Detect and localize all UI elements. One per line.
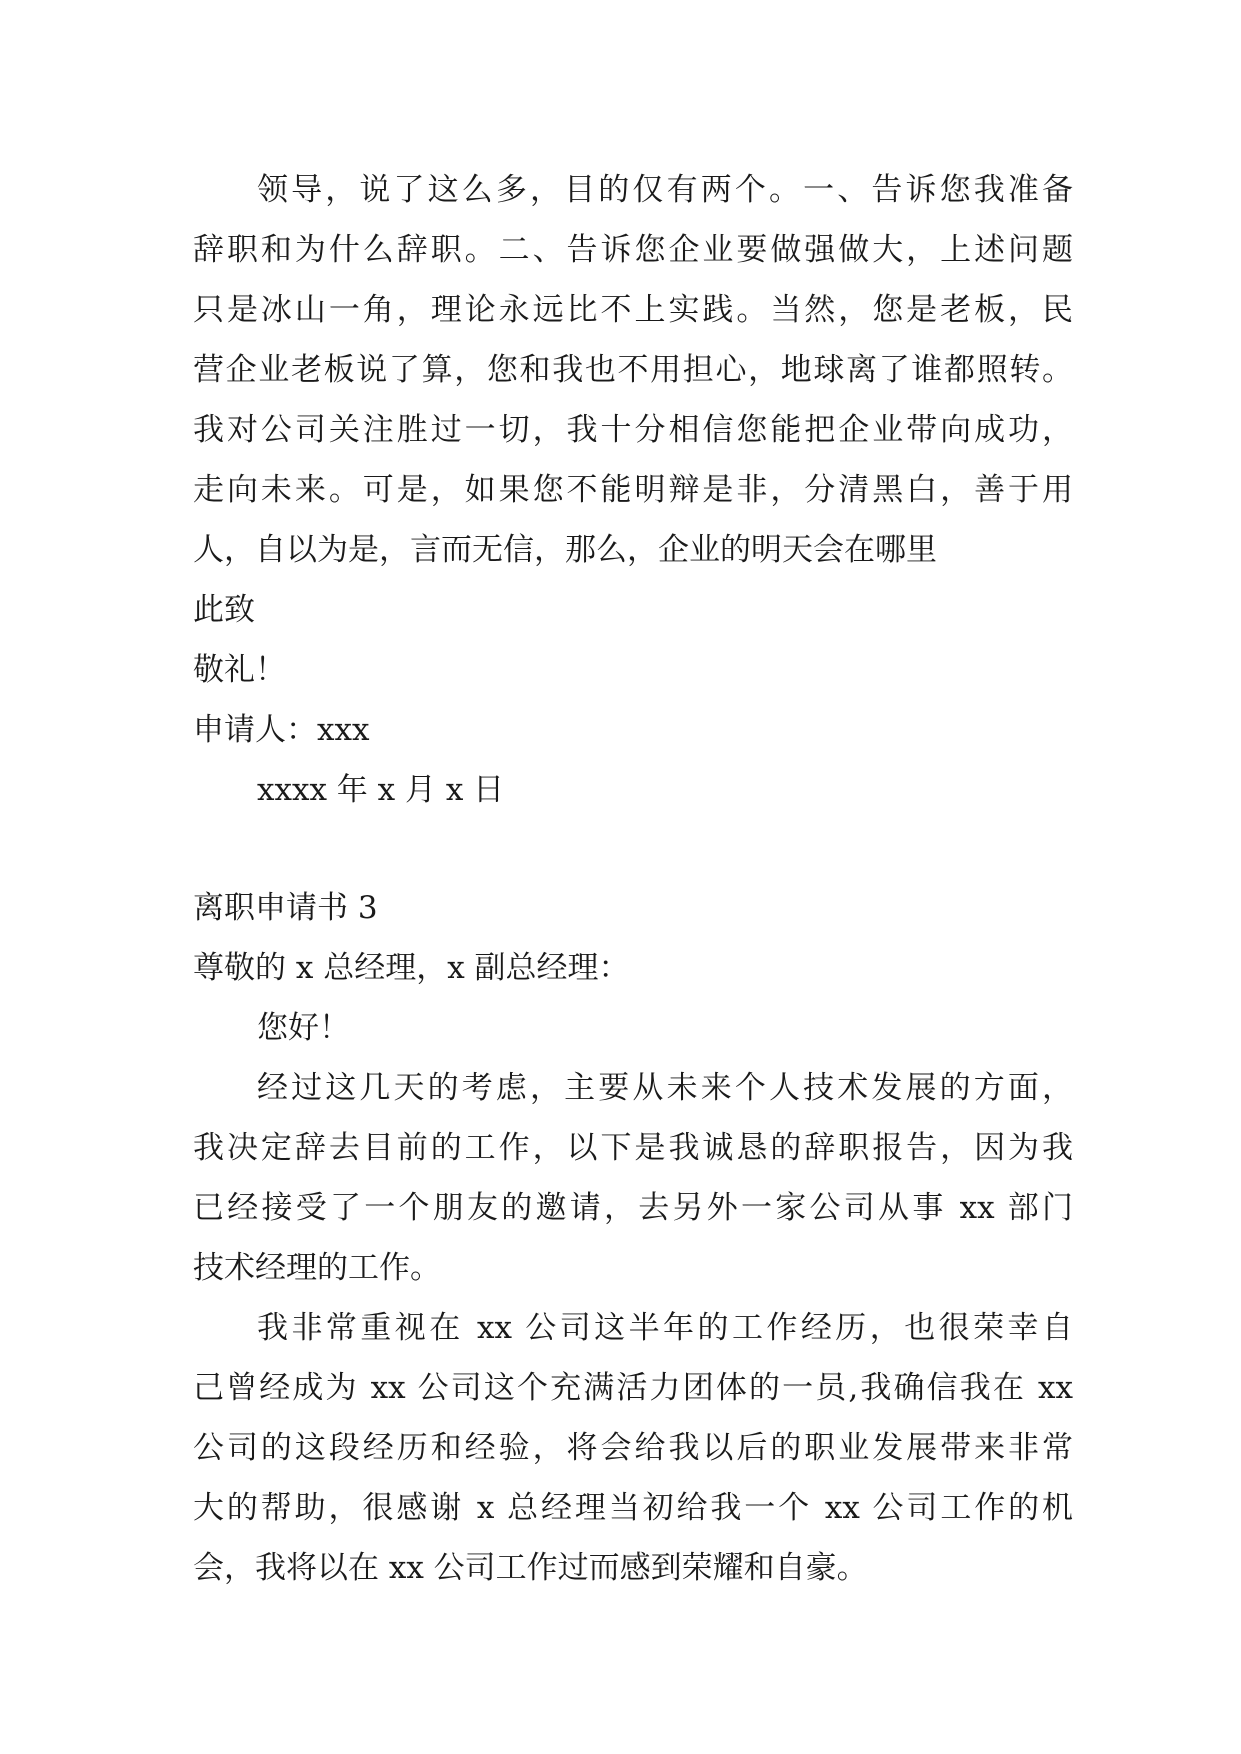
paragraph-line: 我非常重视在 xx 公司这半年的工作经历，也很荣幸自	[257, 1310, 1073, 1346]
paragraph-line: 营企业老板说了算，您和我也不用担心，地球离了谁都照转。	[193, 352, 1073, 388]
paragraph-line: 已经接受了一个朋友的邀请，去另外一家公司从事 xx 部门	[193, 1190, 1073, 1226]
section-gap	[193, 820, 1073, 878]
date-line: xxxx 年 x 月 x 日	[257, 772, 505, 808]
paragraph-line: 会，我将以在 xx 公司工作过而感到荣耀和自豪。	[193, 1550, 868, 1586]
paragraph-line: 我对公司关注胜过一切，我十分相信您能把企业带向成功，	[193, 412, 1073, 448]
paragraph-line: 技术经理的工作。	[193, 1250, 441, 1286]
applicant-line: 申请人：xxx	[193, 712, 370, 748]
document-body	[193, 160, 1073, 1598]
paragraph-line: 公司的这段经历和经验，将会给我以后的职业发展带来非常	[193, 1430, 1073, 1466]
paragraph-line: 我决定辞去目前的工作，以下是我诚恳的辞职报告，因为我	[193, 1130, 1073, 1166]
salutation-line: 尊敬的 x 总经理，x 副总经理：	[193, 950, 630, 986]
paragraph-line: 己曾经成为 xx 公司这个充满活力团体的一员,我确信我在 xx	[193, 1370, 1073, 1406]
paragraph-line: 经过这几天的考虑，主要从未来个人技术发展的方面，	[257, 1070, 1073, 1106]
paragraph-line: 只是冰山一角，理论永远比不上实践。当然，您是老板，民	[193, 292, 1073, 328]
closing-line: 此致	[193, 592, 255, 628]
paragraph-line: 大的帮助，很感谢 x 总经理当初给我一个 xx 公司工作的机	[193, 1490, 1073, 1526]
greeting-line: 您好！	[257, 1010, 350, 1046]
paragraph-line: 走向未来。可是，如果您不能明辩是非，分清黑白，善于用	[193, 472, 1073, 508]
paragraph-line: 人，自以为是，言而无信，那么，企业的明天会在哪里	[193, 532, 937, 568]
closing-line: 敬礼！	[193, 652, 286, 688]
section-title: 离职申请书 3	[193, 890, 378, 926]
paragraph-line: 辞职和为什么辞职。二、告诉您企业要做强做大，上述问题	[193, 232, 1073, 268]
paragraph-line: 领导，说了这么多，目的仅有两个。一、告诉您我准备	[257, 172, 1073, 208]
